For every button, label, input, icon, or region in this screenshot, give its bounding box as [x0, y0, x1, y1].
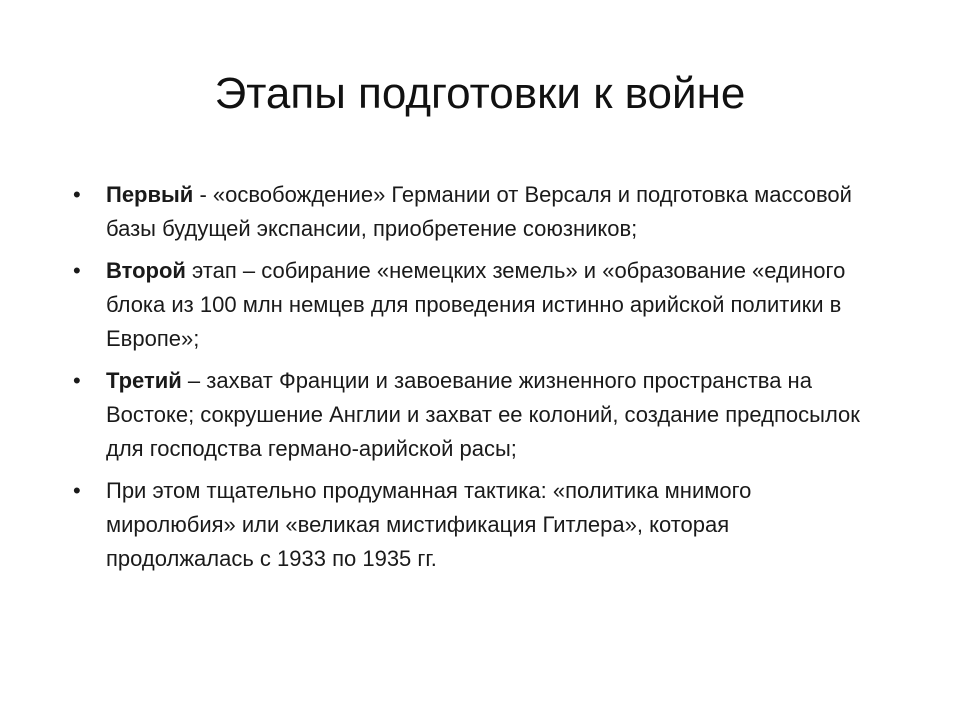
bullet-list	[70, 178, 870, 584]
bullet-item-tactics	[70, 474, 870, 576]
item-lead: Первый	[106, 182, 194, 207]
bullet-item-third-stage	[70, 364, 870, 466]
item-lead: Второй	[106, 258, 186, 283]
item-text: – захват Франции и завоевание жизненного пространства на Востоке; сокрушение Англии и захват ее колоний, создание предпосылок для господства германо-арийской расы;	[106, 368, 860, 461]
bullet-icon: •	[73, 478, 81, 503]
item-lead: Третий	[106, 368, 182, 393]
bullet-icon: •	[73, 368, 81, 393]
bullet-icon: •	[73, 258, 81, 283]
bullet-item-second-stage	[70, 254, 870, 356]
item-text: - «освобождение» Германии от Версаля и подготовка массовой базы будущей экспансии, приобретение союзников;	[106, 182, 852, 241]
bullet-icon: •	[73, 182, 81, 207]
item-text: При этом тщательно продуманная тактика: «политика мнимого миролюбия» или «великая мистификация Гитлера», которая продолжалась с 1933 по 1935 гг.	[106, 478, 752, 571]
bullet-item-first-stage	[70, 178, 870, 246]
item-text: этап – собирание «немецких земель» и «образование «единого блока из 100 млн немцев для проведения истинно арийской политики в Европе»;	[106, 258, 846, 351]
slide-title: Этапы подготовки к войне	[214, 69, 746, 118]
